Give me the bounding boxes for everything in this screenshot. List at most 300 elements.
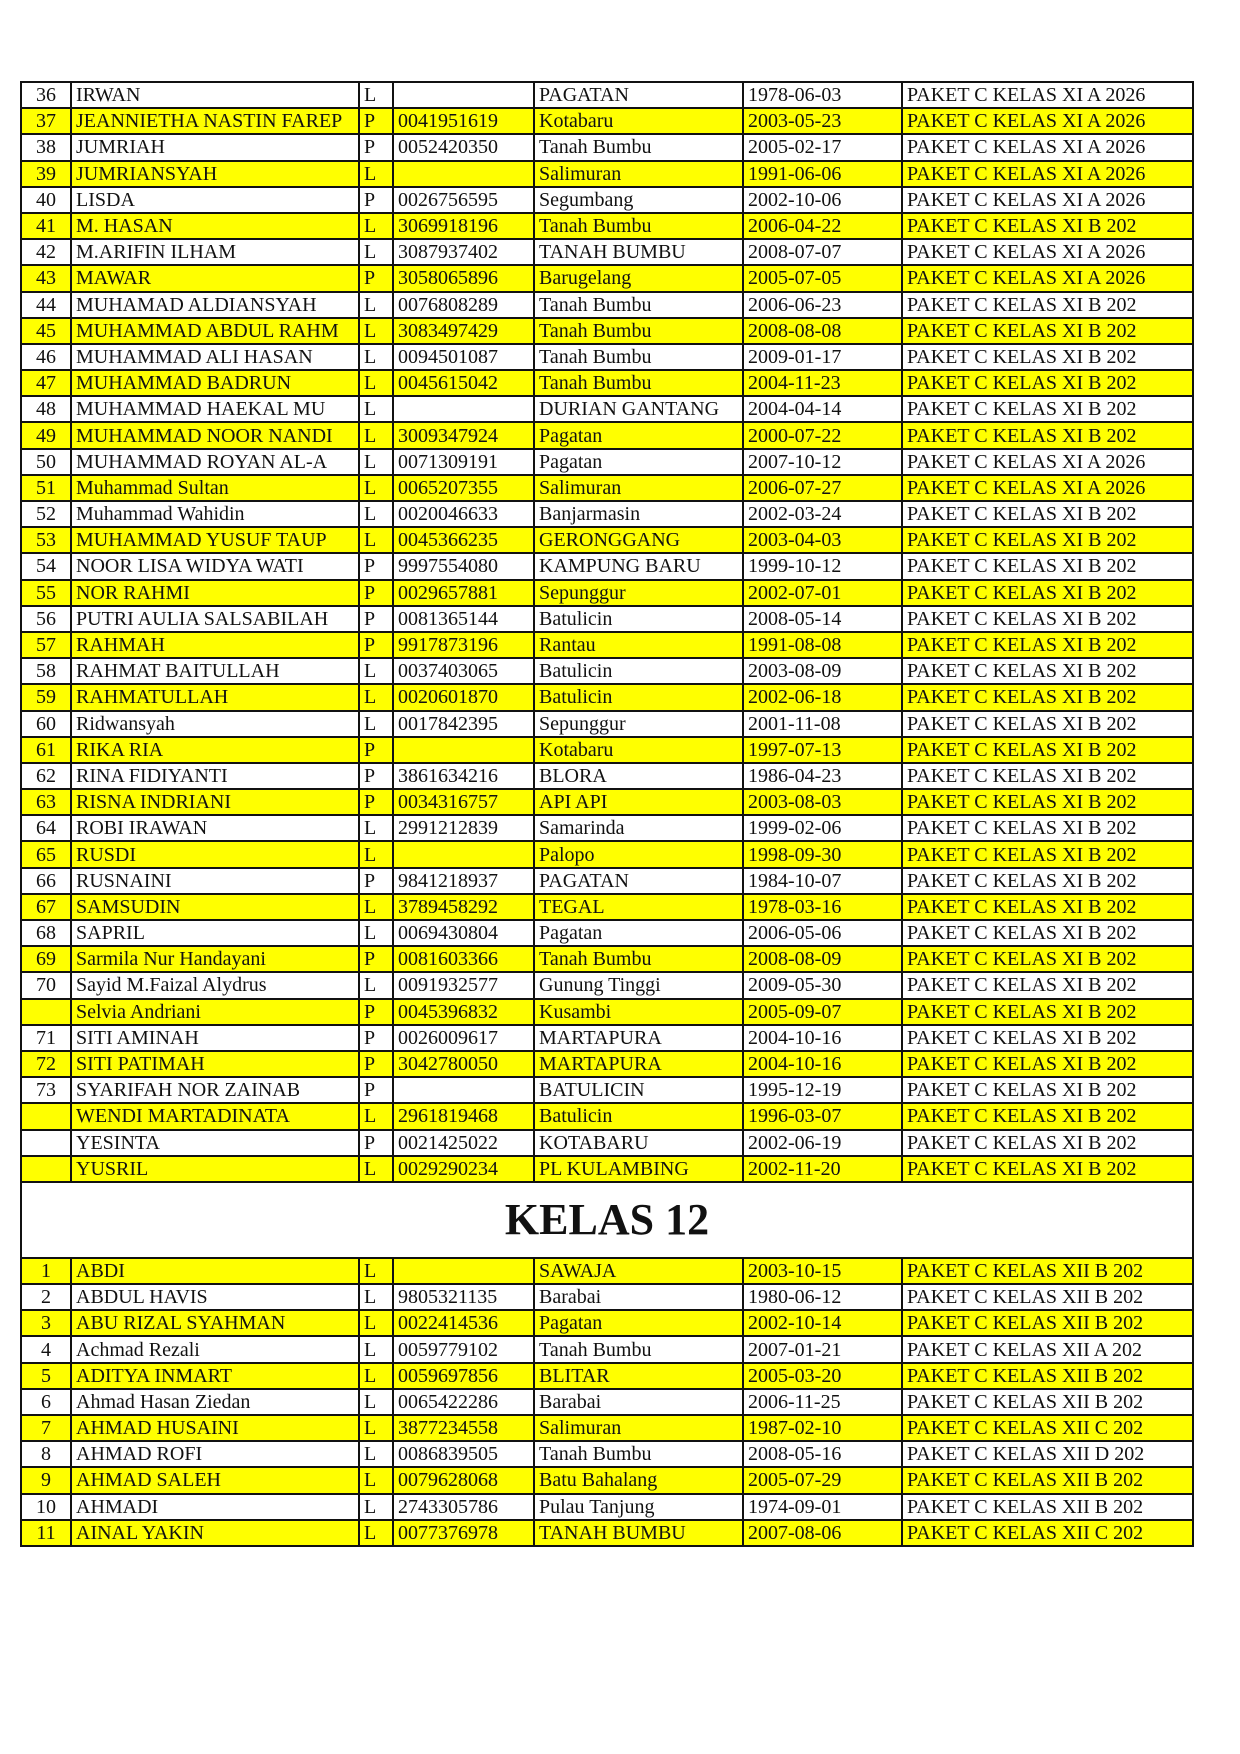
birth-place-cell: Salimuran: [534, 161, 743, 187]
birth-date-cell: 1997-07-13: [743, 737, 902, 763]
nisn-cell: 2743305786: [393, 1494, 534, 1520]
student-name-cell: Ahmad Hasan Ziedan: [71, 1389, 359, 1415]
student-name-cell: MAWAR: [71, 265, 359, 291]
row-number-cell: 66: [21, 868, 71, 894]
birth-date-cell: 2007-01-21: [743, 1336, 902, 1362]
row-number-cell: 4: [21, 1336, 71, 1362]
row-number-cell: 11: [21, 1520, 71, 1546]
birth-date-cell: 2005-09-07: [743, 999, 902, 1025]
table-row: [21, 134, 1193, 160]
birth-place-cell: Tanah Bumbu: [534, 134, 743, 160]
table-row: [21, 553, 1193, 579]
birth-place-cell: Tanah Bumbu: [534, 946, 743, 972]
birth-place-cell: Tanah Bumbu: [534, 213, 743, 239]
gender-cell: P: [359, 580, 393, 606]
birth-place-cell: Tanah Bumbu: [534, 292, 743, 318]
row-number-cell: 8: [21, 1441, 71, 1467]
birth-place-cell: GERONGGANG: [534, 527, 743, 553]
nisn-cell: 0077376978: [393, 1520, 534, 1546]
birth-place-cell: Pagatan: [534, 1310, 743, 1336]
table-row: [21, 370, 1193, 396]
birth-place-cell: Kotabaru: [534, 737, 743, 763]
birth-date-cell: 2008-08-08: [743, 318, 902, 344]
table-row: [21, 475, 1193, 501]
table-row: [21, 1025, 1193, 1051]
row-number-cell: 40: [21, 187, 71, 213]
table-row: [21, 1494, 1193, 1520]
gender-cell: P: [359, 1051, 393, 1077]
student-name-cell: SAPRIL: [71, 920, 359, 946]
birth-place-cell: Gunung Tinggi: [534, 972, 743, 998]
table-row: [21, 946, 1193, 972]
class-name-cell: PAKET C KELAS XI B 202: [902, 553, 1193, 579]
table-row: [21, 632, 1193, 658]
student-name-cell: M. HASAN: [71, 213, 359, 239]
student-name-cell: YUSRIL: [71, 1156, 359, 1182]
nisn-cell: 0041951619: [393, 108, 534, 134]
gender-cell: L: [359, 344, 393, 370]
student-name-cell: JUMRIAH: [71, 134, 359, 160]
birth-date-cell: 1986-04-23: [743, 763, 902, 789]
gender-cell: L: [359, 1258, 393, 1284]
birth-date-cell: 2005-02-17: [743, 134, 902, 160]
birth-date-cell: 2000-07-22: [743, 422, 902, 448]
class-name-cell: PAKET C KELAS XI B 202: [902, 501, 1193, 527]
class-name-cell: PAKET C KELAS XII D 202: [902, 1441, 1193, 1467]
birth-place-cell: Palopo: [534, 841, 743, 867]
birth-date-cell: 2008-07-07: [743, 239, 902, 265]
kelas-12-rows: [21, 1258, 1193, 1546]
birth-place-cell: PL KULAMBING: [534, 1156, 743, 1182]
birth-place-cell: TANAH BUMBU: [534, 1520, 743, 1546]
nisn-cell: 3083497429: [393, 318, 534, 344]
gender-cell: L: [359, 1415, 393, 1441]
row-number-cell: 71: [21, 1025, 71, 1051]
class-name-cell: PAKET C KELAS XI B 202: [902, 422, 1193, 448]
gender-cell: P: [359, 789, 393, 815]
gender-cell: L: [359, 396, 393, 422]
birth-date-cell: 2002-06-18: [743, 684, 902, 710]
table-row: [21, 1258, 1193, 1284]
class-name-cell: PAKET C KELAS XI B 202: [902, 972, 1193, 998]
student-name-cell: MUHAMMAD ROYAN AL-A: [71, 449, 359, 475]
class-name-cell: PAKET C KELAS XII C 202: [902, 1415, 1193, 1441]
birth-date-cell: 2004-10-16: [743, 1025, 902, 1051]
row-number-cell: 54: [21, 553, 71, 579]
nisn-cell: 9917873196: [393, 632, 534, 658]
birth-place-cell: Tanah Bumbu: [534, 344, 743, 370]
nisn-cell: 9805321135: [393, 1284, 534, 1310]
gender-cell: P: [359, 946, 393, 972]
row-number-cell: 63: [21, 789, 71, 815]
birth-place-cell: Pagatan: [534, 920, 743, 946]
gender-cell: L: [359, 1156, 393, 1182]
birth-place-cell: TEGAL: [534, 894, 743, 920]
nisn-cell: 0029657881: [393, 580, 534, 606]
table-row: [21, 239, 1193, 265]
table-row: [21, 527, 1193, 553]
birth-place-cell: KOTABARU: [534, 1130, 743, 1156]
nisn-cell: 0045396832: [393, 999, 534, 1025]
gender-cell: P: [359, 1025, 393, 1051]
birth-date-cell: 1984-10-07: [743, 868, 902, 894]
table-row: [21, 1441, 1193, 1467]
student-name-cell: AHMADI: [71, 1494, 359, 1520]
birth-date-cell: 2007-10-12: [743, 449, 902, 475]
nisn-cell: 2991212839: [393, 815, 534, 841]
birth-date-cell: 2002-10-14: [743, 1310, 902, 1336]
row-number-cell: 55: [21, 580, 71, 606]
birth-place-cell: Barabai: [534, 1389, 743, 1415]
row-number-cell: 7: [21, 1415, 71, 1441]
row-number-cell: 44: [21, 292, 71, 318]
gender-cell: L: [359, 894, 393, 920]
gender-cell: P: [359, 187, 393, 213]
class-name-cell: PAKET C KELAS XI B 202: [902, 841, 1193, 867]
table-row: [21, 763, 1193, 789]
gender-cell: L: [359, 684, 393, 710]
gender-cell: L: [359, 920, 393, 946]
birth-date-cell: 1995-12-19: [743, 1077, 902, 1103]
birth-date-cell: 2008-05-16: [743, 1441, 902, 1467]
birth-place-cell: Kusambi: [534, 999, 743, 1025]
birth-place-cell: Pulau Tanjung: [534, 1494, 743, 1520]
row-number-cell: 64: [21, 815, 71, 841]
gender-cell: L: [359, 841, 393, 867]
nisn-cell: [393, 1258, 534, 1284]
row-number-cell: 48: [21, 396, 71, 422]
student-name-cell: RAHMAT BAITULLAH: [71, 658, 359, 684]
table-row: [21, 999, 1193, 1025]
nisn-cell: 0079628068: [393, 1467, 534, 1493]
nisn-cell: 0081603366: [393, 946, 534, 972]
row-number-cell: 39: [21, 161, 71, 187]
class-name-cell: PAKET C KELAS XI B 202: [902, 1077, 1193, 1103]
student-name-cell: MUHAMMAD HAEKAL MU: [71, 396, 359, 422]
table-row: [21, 841, 1193, 867]
student-name-cell: RISNA INDRIANI: [71, 789, 359, 815]
birth-place-cell: Salimuran: [534, 475, 743, 501]
birth-place-cell: Batulicin: [534, 1103, 743, 1129]
gender-cell: L: [359, 422, 393, 448]
gender-cell: P: [359, 632, 393, 658]
row-number-cell: 53: [21, 527, 71, 553]
birth-place-cell: Sepunggur: [534, 580, 743, 606]
gender-cell: P: [359, 1130, 393, 1156]
gender-cell: P: [359, 1077, 393, 1103]
class-name-cell: PAKET C KELAS XI B 202: [902, 789, 1193, 815]
class-name-cell: PAKET C KELAS XII B 202: [902, 1284, 1193, 1310]
birth-date-cell: 2006-04-22: [743, 213, 902, 239]
nisn-cell: 0022414536: [393, 1310, 534, 1336]
nisn-cell: 0037403065: [393, 658, 534, 684]
class-name-cell: PAKET C KELAS XI A 2026: [902, 475, 1193, 501]
table-row: [21, 711, 1193, 737]
nisn-cell: 3069918196: [393, 213, 534, 239]
student-name-cell: SYARIFAH NOR ZAINAB: [71, 1077, 359, 1103]
row-number-cell: 68: [21, 920, 71, 946]
birth-place-cell: Samarinda: [534, 815, 743, 841]
student-name-cell: M.ARIFIN ILHAM: [71, 239, 359, 265]
class-name-cell: PAKET C KELAS XI A 2026: [902, 134, 1193, 160]
gender-cell: P: [359, 265, 393, 291]
table-row: [21, 1467, 1193, 1493]
section-heading: KELAS 12: [21, 1182, 1193, 1258]
table-row: [21, 1415, 1193, 1441]
birth-place-cell: BATULICIN: [534, 1077, 743, 1103]
row-number-cell: 41: [21, 213, 71, 239]
table-row: [21, 318, 1193, 344]
birth-place-cell: MARTAPURA: [534, 1025, 743, 1051]
kelas-12-heading-section: [21, 1182, 1193, 1258]
birth-place-cell: Salimuran: [534, 1415, 743, 1441]
row-number-cell: 56: [21, 606, 71, 632]
student-name-cell: Sarmila Nur Handayani: [71, 946, 359, 972]
table-row: [21, 344, 1193, 370]
table-row: [21, 161, 1193, 187]
birth-date-cell: 2005-07-05: [743, 265, 902, 291]
table-row: [21, 1363, 1193, 1389]
class-name-cell: PAKET C KELAS XI B 202: [902, 1130, 1193, 1156]
birth-place-cell: PAGATAN: [534, 82, 743, 108]
row-number-cell: 6: [21, 1389, 71, 1415]
row-number-cell: 5: [21, 1363, 71, 1389]
class-name-cell: PAKET C KELAS XI B 202: [902, 370, 1193, 396]
class-name-cell: PAKET C KELAS XI B 202: [902, 1103, 1193, 1129]
gender-cell: L: [359, 972, 393, 998]
class-name-cell: PAKET C KELAS XI B 202: [902, 920, 1193, 946]
nisn-cell: 3877234558: [393, 1415, 534, 1441]
class-name-cell: PAKET C KELAS XI B 202: [902, 1156, 1193, 1182]
student-name-cell: Achmad Rezali: [71, 1336, 359, 1362]
birth-place-cell: API API: [534, 789, 743, 815]
row-number-cell: 69: [21, 946, 71, 972]
nisn-cell: 0076808289: [393, 292, 534, 318]
row-number-cell: 73: [21, 1077, 71, 1103]
row-number-cell: 67: [21, 894, 71, 920]
gender-cell: L: [359, 1441, 393, 1467]
class-name-cell: PAKET C KELAS XI B 202: [902, 396, 1193, 422]
birth-date-cell: 2005-07-29: [743, 1467, 902, 1493]
class-name-cell: PAKET C KELAS XI B 202: [902, 999, 1193, 1025]
birth-place-cell: Tanah Bumbu: [534, 1336, 743, 1362]
row-number-cell: 38: [21, 134, 71, 160]
class-name-cell: PAKET C KELAS XI B 202: [902, 1051, 1193, 1077]
student-name-cell: SITI PATIMAH: [71, 1051, 359, 1077]
gender-cell: L: [359, 815, 393, 841]
gender-cell: L: [359, 1389, 393, 1415]
table-row: [21, 789, 1193, 815]
student-name-cell: JEANNIETHA NASTIN FAREP: [71, 108, 359, 134]
nisn-cell: 0071309191: [393, 449, 534, 475]
gender-cell: L: [359, 1494, 393, 1520]
nisn-cell: 3087937402: [393, 239, 534, 265]
birth-place-cell: BLITAR: [534, 1363, 743, 1389]
row-number-cell: 45: [21, 318, 71, 344]
class-name-cell: PAKET C KELAS XI B 202: [902, 658, 1193, 684]
nisn-cell: 0045615042: [393, 370, 534, 396]
gender-cell: L: [359, 82, 393, 108]
class-name-cell: PAKET C KELAS XII B 202: [902, 1467, 1193, 1493]
row-number-cell: [21, 1156, 71, 1182]
student-name-cell: SAMSUDIN: [71, 894, 359, 920]
gender-cell: P: [359, 134, 393, 160]
student-name-cell: AINAL YAKIN: [71, 1520, 359, 1546]
student-name-cell: LISDA: [71, 187, 359, 213]
student-name-cell: PUTRI AULIA SALSABILAH: [71, 606, 359, 632]
nisn-cell: [393, 1077, 534, 1103]
student-name-cell: Muhammad Sultan: [71, 475, 359, 501]
row-number-cell: [21, 1103, 71, 1129]
birth-date-cell: 2006-07-27: [743, 475, 902, 501]
gender-cell: L: [359, 239, 393, 265]
class-name-cell: PAKET C KELAS XI A 2026: [902, 265, 1193, 291]
gender-cell: L: [359, 527, 393, 553]
table-row: [21, 580, 1193, 606]
table-row: [21, 449, 1193, 475]
nisn-cell: 0065422286: [393, 1389, 534, 1415]
nisn-cell: 0020601870: [393, 684, 534, 710]
nisn-cell: 0017842395: [393, 711, 534, 737]
nisn-cell: 3861634216: [393, 763, 534, 789]
nisn-cell: 0081365144: [393, 606, 534, 632]
birth-date-cell: 2009-05-30: [743, 972, 902, 998]
table-row: [21, 1077, 1193, 1103]
table-row: [21, 1103, 1193, 1129]
birth-place-cell: Barugelang: [534, 265, 743, 291]
birth-place-cell: SAWAJA: [534, 1258, 743, 1284]
birth-date-cell: 2003-04-03: [743, 527, 902, 553]
nisn-cell: 3009347924: [393, 422, 534, 448]
student-name-cell: MUHAMMAD NOOR NANDI: [71, 422, 359, 448]
class-name-cell: PAKET C KELAS XI B 202: [902, 711, 1193, 737]
class-name-cell: PAKET C KELAS XI A 2026: [902, 239, 1193, 265]
nisn-cell: 0045366235: [393, 527, 534, 553]
birth-date-cell: 2003-08-03: [743, 789, 902, 815]
class-name-cell: PAKET C KELAS XI A 2026: [902, 82, 1193, 108]
table-row: [21, 684, 1193, 710]
class-name-cell: PAKET C KELAS XI A 2026: [902, 161, 1193, 187]
row-number-cell: 59: [21, 684, 71, 710]
row-number-cell: 52: [21, 501, 71, 527]
nisn-cell: 0020046633: [393, 501, 534, 527]
class-name-cell: PAKET C KELAS XI B 202: [902, 894, 1193, 920]
birth-date-cell: 2004-04-14: [743, 396, 902, 422]
student-name-cell: RINA FIDIYANTI: [71, 763, 359, 789]
gender-cell: L: [359, 213, 393, 239]
class-name-cell: PAKET C KELAS XII B 202: [902, 1363, 1193, 1389]
row-number-cell: 58: [21, 658, 71, 684]
student-name-cell: RUSDI: [71, 841, 359, 867]
birth-date-cell: 1991-06-06: [743, 161, 902, 187]
birth-date-cell: 1991-08-08: [743, 632, 902, 658]
birth-date-cell: 2003-10-15: [743, 1258, 902, 1284]
student-name-cell: MUHAMMAD ALI HASAN: [71, 344, 359, 370]
student-name-cell: RAHMATULLAH: [71, 684, 359, 710]
class-name-cell: PAKET C KELAS XI B 202: [902, 946, 1193, 972]
class-name-cell: PAKET C KELAS XI B 202: [902, 684, 1193, 710]
student-table: [20, 81, 1194, 1547]
class-name-cell: PAKET C KELAS XI A 2026: [902, 108, 1193, 134]
birth-date-cell: 2006-11-25: [743, 1389, 902, 1415]
gender-cell: L: [359, 292, 393, 318]
nisn-cell: 0026756595: [393, 187, 534, 213]
birth-date-cell: 2004-10-16: [743, 1051, 902, 1077]
class-name-cell: PAKET C KELAS XI B 202: [902, 344, 1193, 370]
student-name-cell: JUMRIANSYAH: [71, 161, 359, 187]
class-name-cell: PAKET C KELAS XI B 202: [902, 737, 1193, 763]
gender-cell: L: [359, 475, 393, 501]
row-number-cell: 62: [21, 763, 71, 789]
student-name-cell: NOOR LISA WIDYA WATI: [71, 553, 359, 579]
gender-cell: L: [359, 1310, 393, 1336]
nisn-cell: 0021425022: [393, 1130, 534, 1156]
table-row: [21, 422, 1193, 448]
gender-cell: L: [359, 1336, 393, 1362]
nisn-cell: 0065207355: [393, 475, 534, 501]
class-name-cell: PAKET C KELAS XI A 2026: [902, 187, 1193, 213]
gender-cell: P: [359, 868, 393, 894]
table-row: [21, 894, 1193, 920]
gender-cell: L: [359, 501, 393, 527]
birth-date-cell: 2002-03-24: [743, 501, 902, 527]
birth-place-cell: Sepunggur: [534, 711, 743, 737]
birth-date-cell: 2002-10-06: [743, 187, 902, 213]
class-name-cell: PAKET C KELAS XII A 202: [902, 1336, 1193, 1362]
birth-date-cell: 1999-10-12: [743, 553, 902, 579]
row-number-cell: 51: [21, 475, 71, 501]
gender-cell: L: [359, 1284, 393, 1310]
row-number-cell: 43: [21, 265, 71, 291]
row-number-cell: 1: [21, 1258, 71, 1284]
class-name-cell: PAKET C KELAS XI B 202: [902, 606, 1193, 632]
birth-date-cell: 1974-09-01: [743, 1494, 902, 1520]
student-name-cell: AHMAD ROFI: [71, 1441, 359, 1467]
birth-place-cell: Rantau: [534, 632, 743, 658]
row-number-cell: 57: [21, 632, 71, 658]
nisn-cell: 0026009617: [393, 1025, 534, 1051]
nisn-cell: [393, 396, 534, 422]
gender-cell: P: [359, 737, 393, 763]
table-row: [21, 868, 1193, 894]
class-name-cell: PAKET C KELAS XI B 202: [902, 580, 1193, 606]
table-row: [21, 292, 1193, 318]
student-name-cell: ADITYA INMART: [71, 1363, 359, 1389]
birth-date-cell: 2003-08-09: [743, 658, 902, 684]
birth-date-cell: 2004-11-23: [743, 370, 902, 396]
student-name-cell: ABDI: [71, 1258, 359, 1284]
birth-place-cell: Barabai: [534, 1284, 743, 1310]
row-number-cell: 37: [21, 108, 71, 134]
birth-date-cell: 2005-03-20: [743, 1363, 902, 1389]
birth-place-cell: Banjarmasin: [534, 501, 743, 527]
table-row: [21, 972, 1193, 998]
student-name-cell: ABU RIZAL SYAHMAN: [71, 1310, 359, 1336]
kelas-11-rows: [21, 82, 1193, 1182]
student-name-cell: AHMAD SALEH: [71, 1467, 359, 1493]
row-number-cell: 60: [21, 711, 71, 737]
class-name-cell: PAKET C KELAS XI B 202: [902, 815, 1193, 841]
birth-place-cell: Batulicin: [534, 606, 743, 632]
row-number-cell: 49: [21, 422, 71, 448]
student-name-cell: ROBI IRAWAN: [71, 815, 359, 841]
nisn-cell: [393, 82, 534, 108]
row-number-cell: [21, 999, 71, 1025]
student-name-cell: AHMAD HUSAINI: [71, 1415, 359, 1441]
class-name-cell: PAKET C KELAS XI B 202: [902, 1025, 1193, 1051]
row-number-cell: 10: [21, 1494, 71, 1520]
student-name-cell: RAHMAH: [71, 632, 359, 658]
